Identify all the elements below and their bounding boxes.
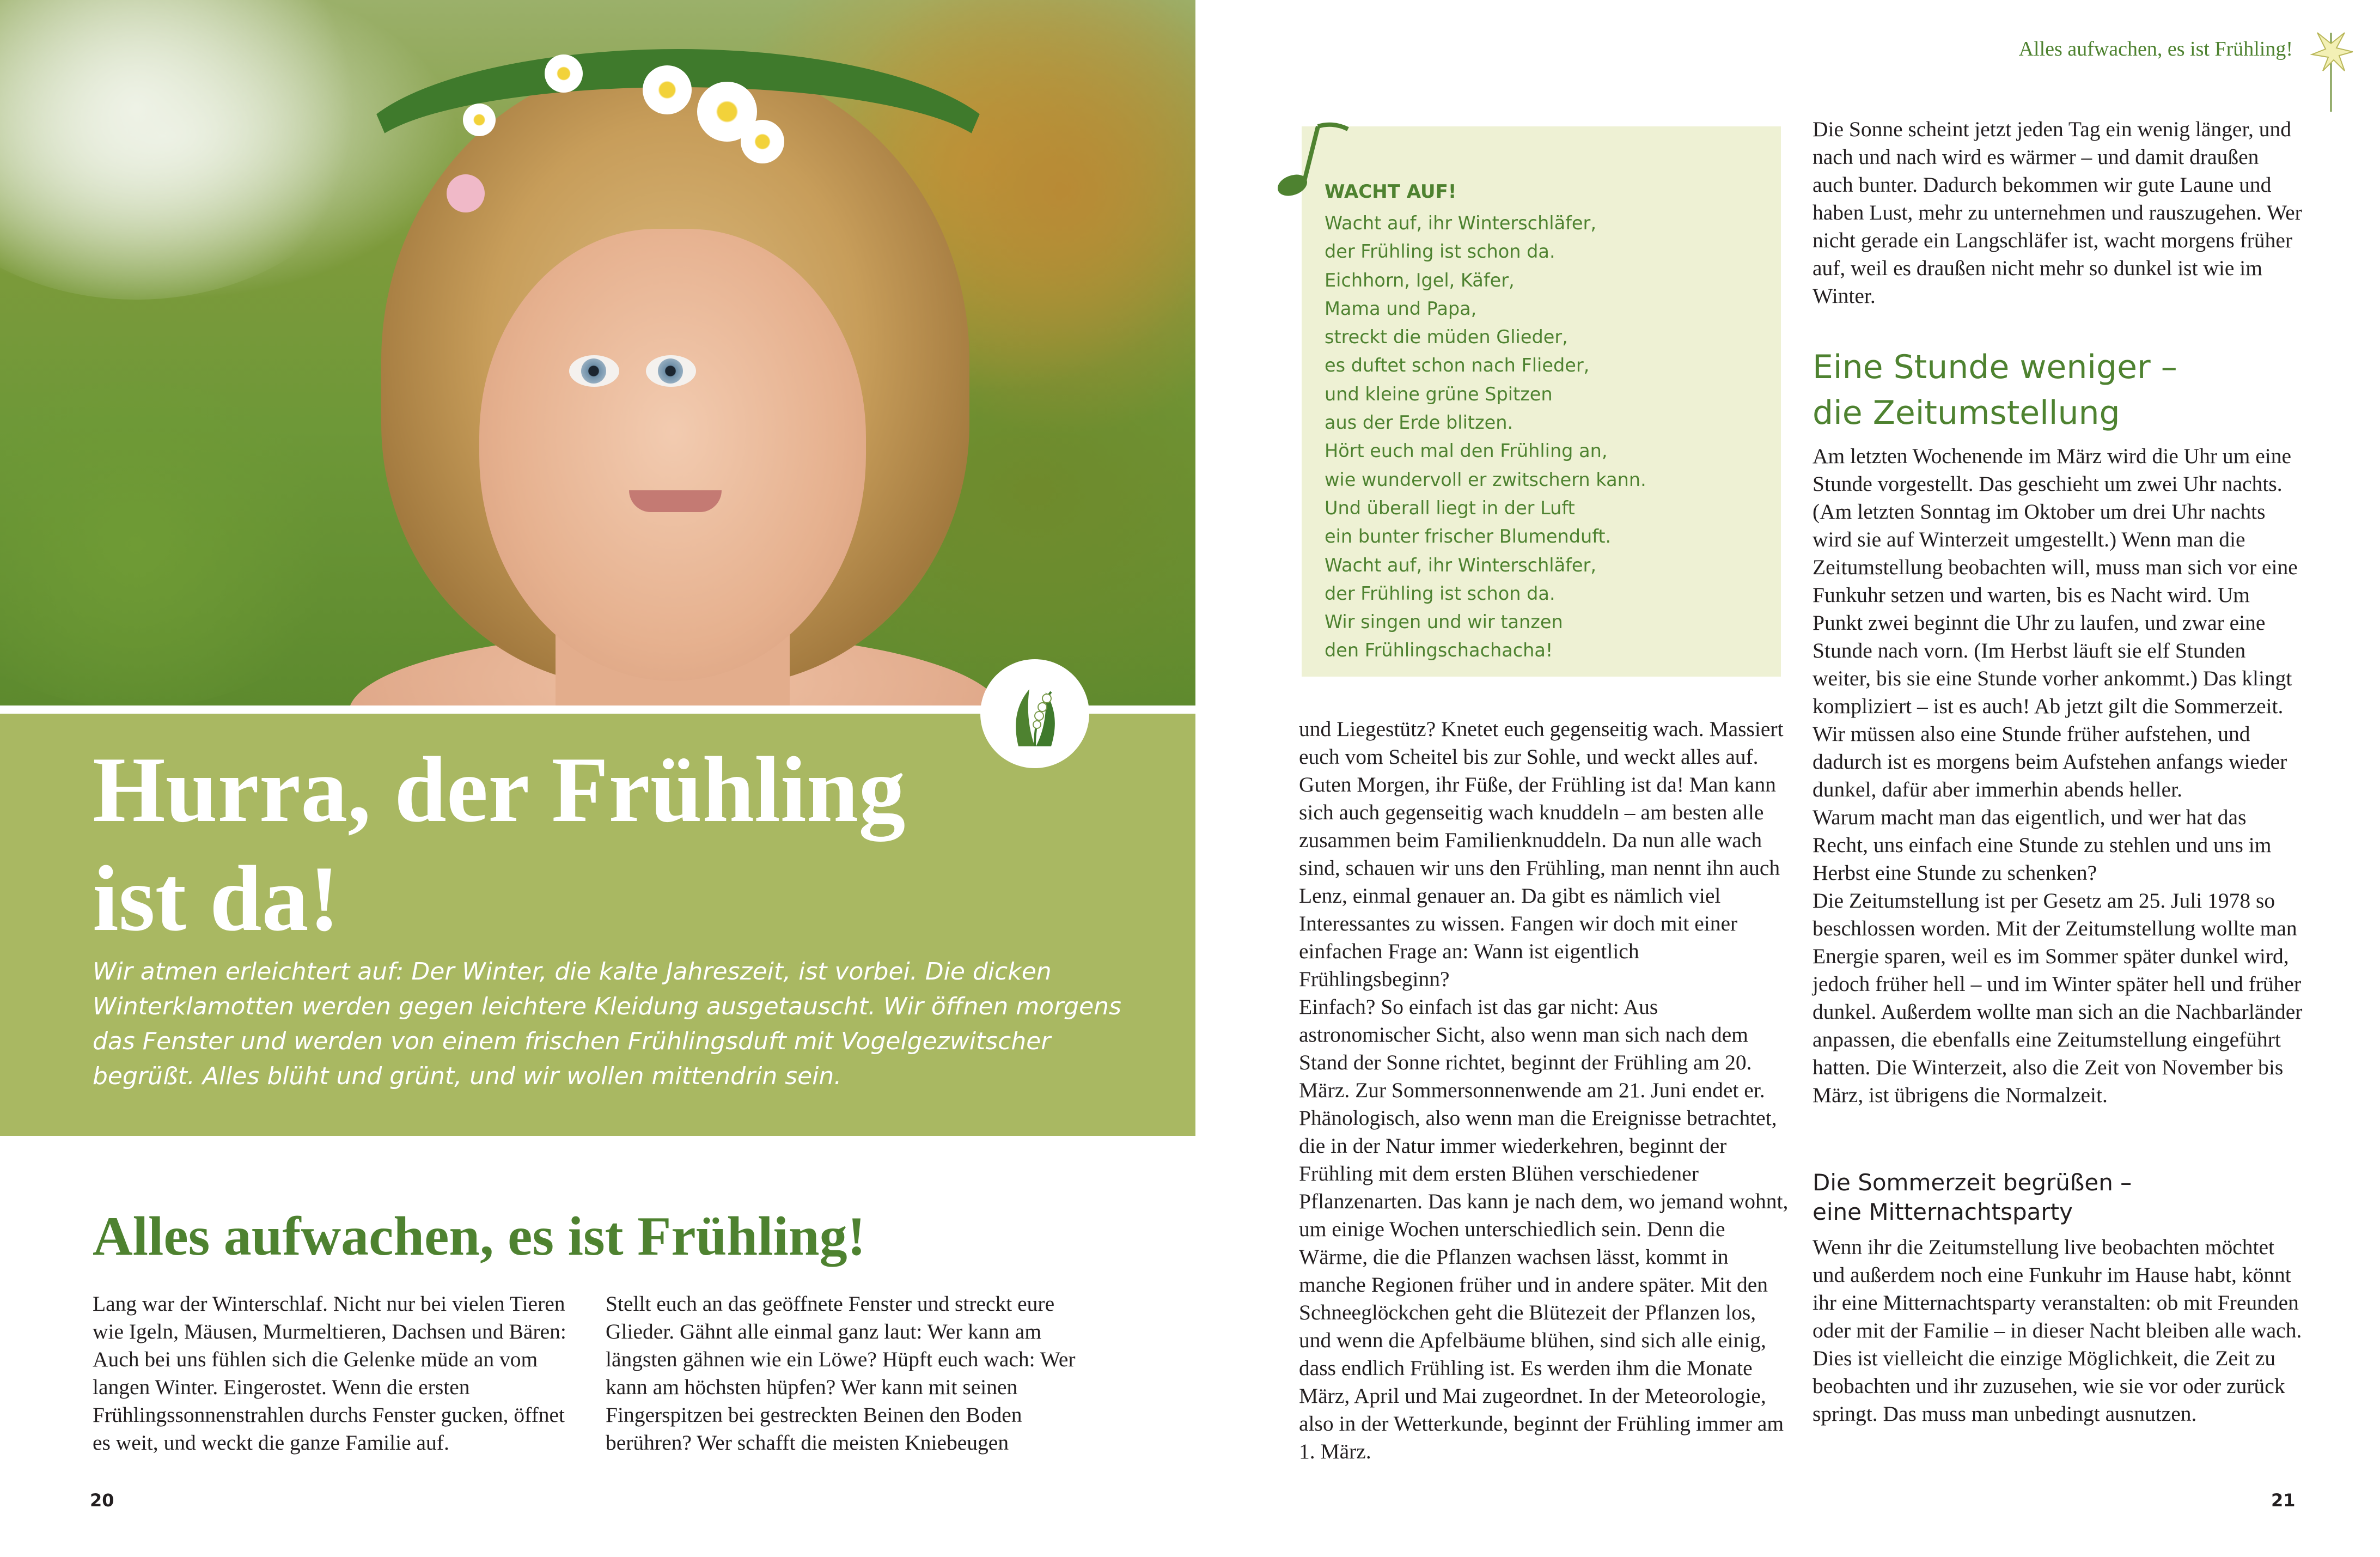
body-column-2: Stellt euch an das geöffnete Fenster und streckt eure Glieder. Gähnt alle einmal ganz laut: Wer kann am längsten gähnen wie ein Löwe? Hüpft euch wach: Wer kann am höchsten hüpfen? Wer kann mit seinen Fingerspitzen bei gestreckten Beinen den Boden berühren? Wer schafft die meisten Kniebeugen [606,1292,1076,1455]
page-number-right: 21 [2271,1490,2296,1511]
poem-line: der Frühling ist schon da. [1325,582,1555,604]
poem-line: streckt die müden Glieder, [1325,326,1568,348]
poem-line: und kleine grüne Spitzen [1325,383,1553,405]
lily-of-the-valley-icon [2306,22,2355,114]
intro-text: Wir atmen erleichtert auf: Der Winter, die kalte Jahreszeit, ist vorbei. Die dicken Winterklamotten werden gegen leichtere Kleidung ausgetauscht. Wir öffnen morgens das Fenster und werden von einem frischen Frühlingsduft mit Vogelgezwitscher begrüßt. Alles blüht und grünt, und wir wollen mittendrin sein. [93,958,1121,1090]
subheading-zeitumstellung: Eine Stunde weniger – die Zeitumstellung [1813,348,2177,432]
body-column-6: Wenn ihr die Zeitumstellung live beobachten möchtet und außerdem noch eine Funkuhr im Hause habt, könnt ihr eine Mitternachtsparty veranstalten: ob mit Freunden oder mit der Familie – in dieser Nacht bleiben alle wach. Dies ist vielleicht die einzige Möglichkeit, die Zeit zu beobachten und ihr zuzusehen, wie sie vor oder zurück springt. Das muss man unbedingt ausnutzen. [1813,1235,2302,1426]
poem-line: Wacht auf, ihr Winterschläfer, [1325,212,1596,234]
poem-line: wie wundervoll er zwitschern kann. [1325,469,1646,490]
section-heading: Alles aufwachen, es ist Frühling! [93,1206,866,1267]
page-title: Hurra, der Frühling ist da! [93,738,906,951]
poem-line: den Frühlingschachacha! [1325,640,1553,661]
page-number-left: 20 [90,1490,114,1511]
poem-line: Wir singen und wir tanzen [1325,611,1563,633]
poem-line: Mama und Papa, [1325,297,1477,319]
poem-title: WACHT AUF! [1325,181,1457,203]
daisy-flower [643,65,692,114]
poem-line: aus der Erde blitzen. [1325,412,1514,434]
poem-line: ein bunter frischer Blumenduft. [1325,526,1612,548]
poem-lines [1325,209,1646,665]
poem-line: es duftet schon nach Flieder, [1325,355,1590,376]
left-eye [569,355,619,387]
daisy-flower [463,104,496,136]
daisy-flower [741,120,784,163]
hero-photo [0,0,1195,705]
daisy-flower [545,54,583,93]
poem-line: Und überall liegt in der Luft [1325,497,1575,519]
right-eye [646,355,696,387]
subheading-mitternachtsparty: Die Sommerzeit begrüßen – eine Mitternachtsparty [1813,1169,2132,1225]
poem-line: Hört euch mal den Frühling an, [1325,440,1608,462]
poem-line: Eichhorn, Igel, Käfer, [1325,269,1515,291]
pink-flower [447,174,485,212]
poem-line: der Frühling ist schon da. [1325,241,1555,263]
smile [629,490,722,512]
body-column-5: Am letzten Wochenende im März wird die Uhr um eine Stunde vorgestellt. Das geschieht um zwei Uhr nachts. (Am letzten Sonntag im Oktober um drei Uhr nachts wird sie auf Winterzeit umgestellt.) Wenn man die Zeitumstellung beobachten will, muss man sich vor eine Funkuhr setzen und warten, bis es Nacht wird. Um Punkt zwei beginnt die Uhr zu laufen, und zwar eine Stunde nach vorn. (Im Herbst läuft sie elf Stunden weiter, bis sie eine Stunde vorher ankommt.) Das klingt kompliziert – ist es auch! Ab jetzt gilt die Sommerzeit. Wir müssen also eine Stunde früher aufstehen, und dadurch ist es morgens beim Aufstehen anfangs wieder dunkel, dafür aber immerhin abends heller. Warum macht man das eigentlich, und wer hat das Recht, uns einfach eine Stunde zu stehlen und uns im Herbst eine Stunde zu schenken? Die Zeitumstellung ist per Gesetz am 25. Juli 1978 so beschlossen worden. Mit der Zeitumstellung wollte man Energie sparen, weil es im Sommer später dunkel wird, jedoch früher hell – und im Winter später hell und früher dunkel. Außerdem wollte man sich an die Nachbarländer anpassen, die ebenfalls eine Zeitumstellung eingeführt hatten. Die Winterzeit, also die Zeit von November bis März, ist übrigens die Normalzeit. [1813,444,2303,1107]
poem-line: Wacht auf, ihr Winterschläfer, [1325,554,1596,576]
body-column-1: Lang war der Winterschlaf. Nicht nur bei vielen Tieren wie Igeln, Mäusen, Murmeltieren, Dachsen und Bären: Auch bei uns fühlen sich die Gelenke müde an vom langen Winter. Eingerostet. Wenn die ersten Frühlingssonnenstrahlen durchs Fenster gucken, öffnet es weit, und weckt die ganze Familie auf. [93,1292,566,1455]
girl-face [479,229,866,681]
body-column-3: und Liegestütz? Knetet euch gegenseitig wach. Massiert euch vom Scheitel bis zur Sohle, und weckt alles auf. Guten Morgen, ihr Füße, der Frühling ist da! Man kann sich auch gegenseitig wach knuddeln – am besten alle zusammen beim Familienknuddeln. Da nun alle wach sind, schauen wir uns den Frühling, man nennt ihn auch Lenz, einmal genauer an. Da gibt es nämlich viel Interessantes zu wissen. Fangen wir doch mit einer einfachen Frage an: Wann ist eigentlich Frühlingsbeginn? Einfach? So einfach ist das gar nicht: Aus astronomischer Sicht, also wenn man sich nach dem Stand der Sonne richtet, beginnt der Frühling am 20. März. Zur Sommersonnenwende am 21. Juni endet er. Phänologisch, also wenn man die Ereignisse betrachtet, die in der Natur immer wiederkehren, beginnt der Frühling mit dem ersten Blühen verschiedener Pflanzenarten. Das kann je nach dem, wo jemand wohnt, um einige Wochen unterschiedlich sein. Denn die Wärme, die die Pflanzen wachsen lässt, kommt in manche Regionen früher und in andere später. Mit den Schneeglöckchen geht die Blütezeit der Pflanzen los, und wenn die Apfelbäume blühen, sind sich alle einig, dass endlich Frühling ist. Es werden ihm die Monate März, April und Mai zugeordnet. In der Meteorologie, also in der Wetterkunde, beginnt der Frühling immer am 1. März. [1299,717,1789,1463]
body-column-4: Die Sonne scheint jetzt jeden Tag ein wenig länger, und nach und nach wird es wärmer – und damit draußen auch bunter. Dadurch bekommen wir gute Laune und haben Lust, mehr zu unternehmen und rauszugehen. Wer nicht gerade ein Langschläfer ist, wacht morgens früher auf, weil es draußen nicht mehr so dunkel ist wie im Winter. [1813,117,2302,308]
running-head: Alles aufwachen, es ist Frühling! [2018,38,2293,60]
